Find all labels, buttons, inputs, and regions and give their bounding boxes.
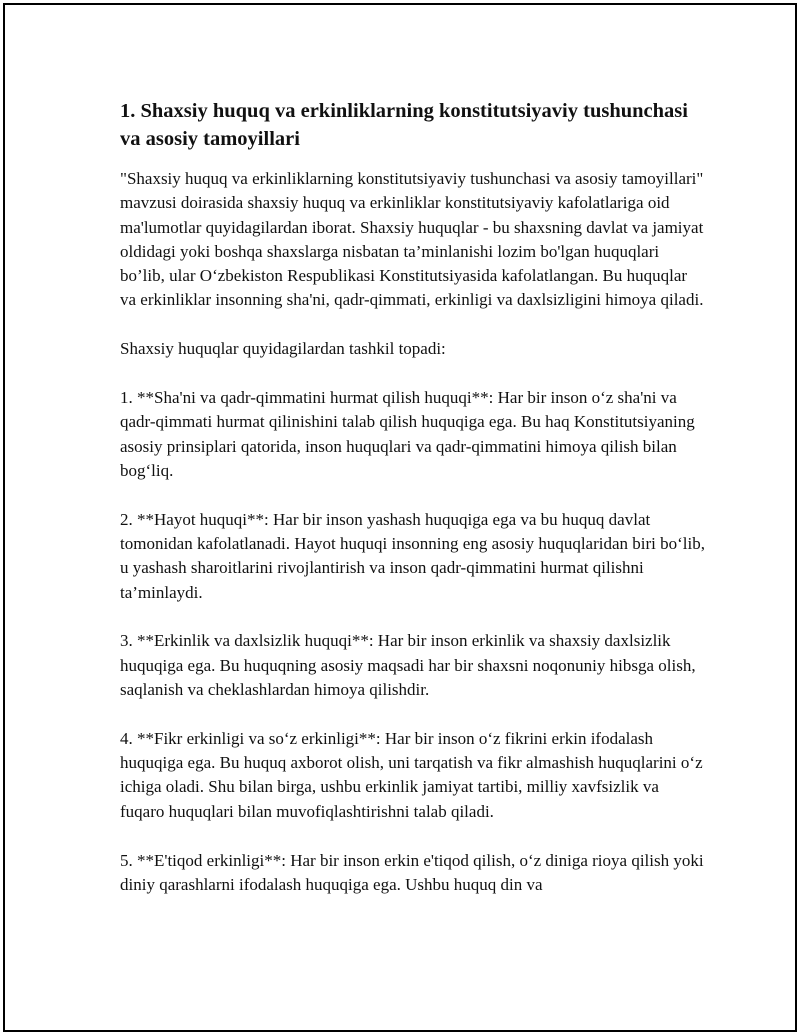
list-item-freedom-of-belief: 5. **E'tiqod erkinligi**: Har bir inson erkin e'tiqod qilish, o‘z diniga rioya qilish yoki diniy qarashlarni ifodalash huquqiga ega. Ushbu huquq din va [120, 850, 704, 894]
intro-paragraph: "Shaxsiy huquq va erkinliklarning konstitutsiyaviy tushunchasi va asosiy tamoyillari" mavzusi doirasida shaxsiy huquq va erkinliklar konstitutsiyaviy kafolatlariga oid ma'lumotlar quyidagilardan iborat. Shaxsiy huquqlar - bu shaxsning davlat va jamiyat oldidagi yoki boshqa shaxslarga nisbatan ta’minlanishi lozim bo'lgan huquqlari bo’lib, ular O‘zbekiston Respublikasi Konstitutsiyasida kafolatlangan. Bu huquqlar va erkinliklar insonning sha'ni, qadr-qimmati, erkinligi va daxlsizligini himoya qiladi. [120, 169, 704, 310]
list-item-right-to-life: 2. **Hayot huquqi**: Har bir inson yashash huquqiga ega va bu huquq davlat tomonidan kafolatlanadi. Hayot huquqi insonning eng asosiy huquqlaridan biri bo‘lib, u yashash sharoitlarini rivojlantirish va inson qadr-qimmatini hurmat qilishni ta’minlaydi. [120, 509, 705, 602]
document-page [3, 3, 797, 1032]
section-heading: 1. Shaxsiy huquq va erkinliklarning konstitutsiyaviy tushunchasi va asosiy tamoyillari [120, 100, 688, 150]
document-body [120, 97, 705, 922]
list-item-freedom-of-speech: 4. **Fikr erkinligi va so‘z erkinligi**: Har bir inson o‘z fikrini erkin ifodalash huquqiga ega. Bu huquq axborot olish, uni tarqatish va fikr almashish huquqlarini o‘z ichiga oladi. Shu bilan birga, ushbu erkinlik jamiyat tartibi, milliy xavfsizlik va fuqaro huquqlari bilan muvofiqlashtirishni talab qiladi. [120, 728, 703, 821]
list-intro-paragraph: Shaxsiy huquqlar quyidagilardan tashkil topadi: [120, 339, 446, 359]
list-item-honor-dignity: 1. **Sha'ni va qadr-qimmatini hurmat qilish huquqi**: Har bir inson o‘z sha'ni va qadr-qimmati hurmat qilinishini talab qilish huquqiga ega. Bu haq Konstitutsiyaning asosiy prinsiplari qatorida, inson huquqlari va qadr-qimmatini himoya qilish bilan bog‘liq. [120, 388, 695, 480]
list-item-liberty-inviolability: 3. **Erkinlik va daxlsizlik huquqi**: Har bir inson erkinlik va shaxsiy daxlsizlik huquqiga ega. Bu huquqning asosiy maqsadi har bir shaxsni noqonuniy hibsga olish, saqlanish va cheklashlardan himoya qilishdir. [120, 631, 696, 700]
